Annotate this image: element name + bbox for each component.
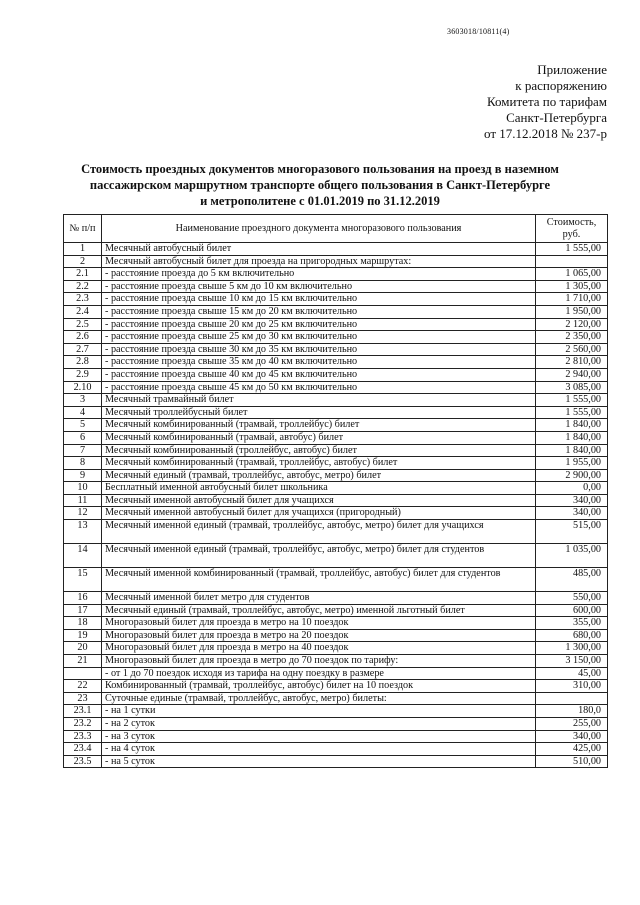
tariff-table bbox=[63, 214, 608, 768]
row-price: 485,00 bbox=[536, 568, 608, 592]
row-name: Суточные единые (трамвай, троллейбус, автобус, метро) билеты: bbox=[102, 692, 536, 705]
table-row bbox=[64, 381, 608, 394]
row-name: - расстояние проезда свыше 25 км до 30 км включительно bbox=[102, 331, 536, 344]
row-number: 3 bbox=[64, 394, 102, 407]
row-price: 1 305,00 bbox=[536, 280, 608, 293]
row-name: - расстояние проезда свыше 10 км до 15 км включительно bbox=[102, 293, 536, 306]
row-number: 2.3 bbox=[64, 293, 102, 306]
row-price: 1 840,00 bbox=[536, 431, 608, 444]
row-name: - на 1 сутки bbox=[102, 705, 536, 718]
row-price: 1 555,00 bbox=[536, 243, 608, 256]
row-price: 3 150,00 bbox=[536, 655, 608, 668]
row-number: 4 bbox=[64, 406, 102, 419]
table-row bbox=[64, 718, 608, 731]
table-row bbox=[64, 592, 608, 605]
table-row bbox=[64, 457, 608, 470]
row-price: 0,00 bbox=[536, 482, 608, 495]
row-price: 2 940,00 bbox=[536, 368, 608, 381]
row-number: 2.4 bbox=[64, 305, 102, 318]
row-name: Месячный комбинированный (трамвай, троллейбус, автобус) билет bbox=[102, 457, 536, 470]
row-price: 340,00 bbox=[536, 730, 608, 743]
row-name: Месячный именной комбинированный (трамвай, троллейбус, автобус) билет для студентов bbox=[102, 568, 536, 592]
row-number: 9 bbox=[64, 469, 102, 482]
row-name: - на 5 суток bbox=[102, 755, 536, 768]
document-title bbox=[30, 161, 610, 209]
row-number: 15 bbox=[64, 568, 102, 592]
row-number: 19 bbox=[64, 629, 102, 642]
row-name: Месячный комбинированный (трамвай, автобус) билет bbox=[102, 431, 536, 444]
row-price: 1 710,00 bbox=[536, 293, 608, 306]
row-name: Бесплатный именной автобусный билет школьника bbox=[102, 482, 536, 495]
row-name: - расстояние проезда до 5 км включительно bbox=[102, 268, 536, 281]
table-row bbox=[64, 544, 608, 568]
table-header-row bbox=[64, 215, 608, 243]
row-price: 3 085,00 bbox=[536, 381, 608, 394]
row-number: 23 bbox=[64, 692, 102, 705]
row-name: Многоразовый билет для проезда в метро на 20 поездок bbox=[102, 629, 536, 642]
row-name: Месячный именной билет метро для студентов bbox=[102, 592, 536, 605]
row-name: - расстояние проезда свыше 45 км до 50 км включительно bbox=[102, 381, 536, 394]
table-row bbox=[64, 520, 608, 544]
row-number: 2.2 bbox=[64, 280, 102, 293]
table-row bbox=[64, 617, 608, 630]
row-number: 2.7 bbox=[64, 343, 102, 356]
table-row bbox=[64, 642, 608, 655]
table-row bbox=[64, 730, 608, 743]
row-number: 22 bbox=[64, 680, 102, 693]
table-row bbox=[64, 494, 608, 507]
row-price: 1 065,00 bbox=[536, 268, 608, 281]
row-price: 2 810,00 bbox=[536, 356, 608, 369]
row-name: Месячный комбинированный (трамвай, троллейбус) билет bbox=[102, 419, 536, 432]
row-name: Месячный единый (трамвай, троллейбус, автобус, метро) билет bbox=[102, 469, 536, 482]
row-number: 23.5 bbox=[64, 755, 102, 768]
table-row bbox=[64, 604, 608, 617]
row-name: Месячный автобусный билет для проезда на пригородных маршрутах: bbox=[102, 255, 536, 268]
appendix-line: Санкт-Петербурга bbox=[506, 110, 607, 125]
row-price: 510,00 bbox=[536, 755, 608, 768]
row-price: 1 955,00 bbox=[536, 457, 608, 470]
document-number: 3603018/10811(4) bbox=[447, 27, 510, 36]
table-row bbox=[64, 469, 608, 482]
row-number bbox=[64, 667, 102, 680]
title-line: и метрополитене с 01.01.2019 по 31.12.2019 bbox=[200, 194, 440, 208]
table-row bbox=[64, 368, 608, 381]
row-price: 1 555,00 bbox=[536, 394, 608, 407]
table-row bbox=[64, 705, 608, 718]
row-number: 6 bbox=[64, 431, 102, 444]
table-row bbox=[64, 394, 608, 407]
table-row bbox=[64, 507, 608, 520]
row-number: 2.8 bbox=[64, 356, 102, 369]
row-name: - на 4 суток bbox=[102, 743, 536, 756]
table-row bbox=[64, 755, 608, 768]
row-price: 1 840,00 bbox=[536, 444, 608, 457]
row-name: Месячный комбинированный (троллейбус, автобус) билет bbox=[102, 444, 536, 457]
row-number: 16 bbox=[64, 592, 102, 605]
row-name: Месячный автобусный билет bbox=[102, 243, 536, 256]
table-row bbox=[64, 692, 608, 705]
row-price: 515,00 bbox=[536, 520, 608, 544]
row-price bbox=[536, 255, 608, 268]
appendix-line: от 17.12.2018 № 237-р bbox=[484, 126, 607, 141]
row-name: Месячный именной автобусный билет для учащихся (пригородный) bbox=[102, 507, 536, 520]
row-price: 680,00 bbox=[536, 629, 608, 642]
table-row bbox=[64, 655, 608, 668]
row-name: - на 3 суток bbox=[102, 730, 536, 743]
row-name: Многоразовый билет для проезда в метро на 10 поездок bbox=[102, 617, 536, 630]
row-price bbox=[536, 692, 608, 705]
row-number: 23.2 bbox=[64, 718, 102, 731]
table-row bbox=[64, 255, 608, 268]
row-price: 340,00 bbox=[536, 507, 608, 520]
row-number: 23.1 bbox=[64, 705, 102, 718]
table-row bbox=[64, 356, 608, 369]
row-price: 1 555,00 bbox=[536, 406, 608, 419]
row-number: 2 bbox=[64, 255, 102, 268]
row-name: Месячный единый (трамвай, троллейбус, автобус, метро) именной льготный билет bbox=[102, 604, 536, 617]
row-price: 1 300,00 bbox=[536, 642, 608, 655]
row-price: 425,00 bbox=[536, 743, 608, 756]
row-number: 2.5 bbox=[64, 318, 102, 331]
row-name: - на 2 суток bbox=[102, 718, 536, 731]
row-number: 23.4 bbox=[64, 743, 102, 756]
table-row bbox=[64, 431, 608, 444]
row-number: 7 bbox=[64, 444, 102, 457]
table-row bbox=[64, 280, 608, 293]
row-price: 340,00 bbox=[536, 494, 608, 507]
row-price: 255,00 bbox=[536, 718, 608, 731]
row-number: 2.1 bbox=[64, 268, 102, 281]
title-line: Стоимость проездных документов многоразового пользования на проезд в наземном bbox=[81, 162, 559, 176]
table-row bbox=[64, 293, 608, 306]
appendix-line: Приложение bbox=[537, 62, 607, 77]
title-line: пассажирском маршрутном транспорте общего пользования в Санкт-Петербурге bbox=[89, 178, 551, 192]
row-number: 2.9 bbox=[64, 368, 102, 381]
row-name: - расстояние проезда свыше 15 км до 20 км включительно bbox=[102, 305, 536, 318]
row-number: 10 bbox=[64, 482, 102, 495]
row-number: 20 bbox=[64, 642, 102, 655]
table-row bbox=[64, 743, 608, 756]
header-price: Стоимость, руб. bbox=[536, 215, 608, 243]
row-number: 12 bbox=[64, 507, 102, 520]
row-name: - расстояние проезда свыше 5 км до 10 км включительно bbox=[102, 280, 536, 293]
row-name: Месячный именной единый (трамвай, троллейбус, автобус, метро) билет для студентов bbox=[102, 544, 536, 568]
row-name: Многоразовый билет для проезда в метро до 70 поездок по тарифу: bbox=[102, 655, 536, 668]
row-number: 2.6 bbox=[64, 331, 102, 344]
header-name: Наименование проездного документа многоразового пользования bbox=[102, 215, 536, 243]
table-row bbox=[64, 406, 608, 419]
appendix-line: к распоряжению bbox=[515, 78, 607, 93]
row-name: - расстояние проезда свыше 40 км до 45 км включительно bbox=[102, 368, 536, 381]
row-name: - от 1 до 70 поездок исходя из тарифа на одну поездку в размере bbox=[102, 667, 536, 680]
appendix-line: Комитета по тарифам bbox=[487, 94, 607, 109]
row-price: 180,0 bbox=[536, 705, 608, 718]
row-price: 1 035,00 bbox=[536, 544, 608, 568]
row-name: - расстояние проезда свыше 30 км до 35 км включительно bbox=[102, 343, 536, 356]
table-row bbox=[64, 629, 608, 642]
row-number: 11 bbox=[64, 494, 102, 507]
row-number: 14 bbox=[64, 544, 102, 568]
row-name: Месячный трамвайный билет bbox=[102, 394, 536, 407]
row-price: 550,00 bbox=[536, 592, 608, 605]
row-number: 17 bbox=[64, 604, 102, 617]
row-name: Комбинированный (трамвай, троллейбус, автобус) билет на 10 поездок bbox=[102, 680, 536, 693]
table-row bbox=[64, 680, 608, 693]
row-price: 1 950,00 bbox=[536, 305, 608, 318]
row-number: 8 bbox=[64, 457, 102, 470]
header-number: № п/п bbox=[64, 215, 102, 243]
table-body bbox=[64, 243, 608, 768]
row-name: Многоразовый билет для проезда в метро на 40 поездок bbox=[102, 642, 536, 655]
row-price: 310,00 bbox=[536, 680, 608, 693]
row-price: 600,00 bbox=[536, 604, 608, 617]
row-number: 21 bbox=[64, 655, 102, 668]
table-row bbox=[64, 331, 608, 344]
row-price: 355,00 bbox=[536, 617, 608, 630]
row-name: Месячный именной единый (трамвай, троллейбус, автобус, метро) билет для учащихся bbox=[102, 520, 536, 544]
row-name: Месячный троллейбусный билет bbox=[102, 406, 536, 419]
table-row bbox=[64, 343, 608, 356]
row-price: 45,00 bbox=[536, 667, 608, 680]
table-row bbox=[64, 268, 608, 281]
row-price: 2 120,00 bbox=[536, 318, 608, 331]
row-price: 2 900,00 bbox=[536, 469, 608, 482]
table-row bbox=[64, 444, 608, 457]
row-name: - расстояние проезда свыше 35 км до 40 км включительно bbox=[102, 356, 536, 369]
table-row bbox=[64, 318, 608, 331]
table-row bbox=[64, 568, 608, 592]
row-number: 2.10 bbox=[64, 381, 102, 394]
row-price: 2 350,00 bbox=[536, 331, 608, 344]
row-price: 2 560,00 bbox=[536, 343, 608, 356]
row-name: Месячный именной автобусный билет для учащихся bbox=[102, 494, 536, 507]
table-row bbox=[64, 482, 608, 495]
table-row bbox=[64, 305, 608, 318]
row-number: 1 bbox=[64, 243, 102, 256]
table-row bbox=[64, 667, 608, 680]
row-number: 13 bbox=[64, 520, 102, 544]
table-row bbox=[64, 419, 608, 432]
row-name: - расстояние проезда свыше 20 км до 25 км включительно bbox=[102, 318, 536, 331]
appendix-block bbox=[484, 62, 607, 142]
row-price: 1 840,00 bbox=[536, 419, 608, 432]
row-number: 5 bbox=[64, 419, 102, 432]
row-number: 18 bbox=[64, 617, 102, 630]
table-row bbox=[64, 243, 608, 256]
row-number: 23.3 bbox=[64, 730, 102, 743]
